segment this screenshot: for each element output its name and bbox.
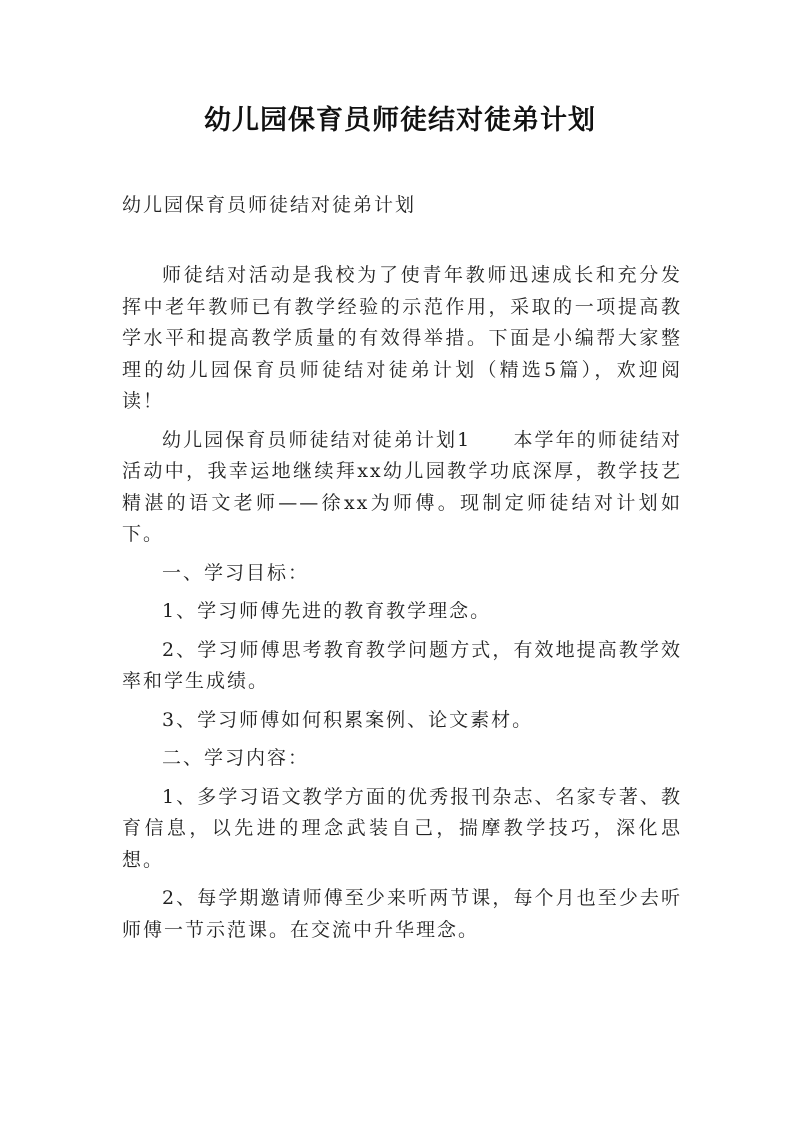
content-item-1: 1、多学习语文教学方面的优秀报刊杂志、名家专著、教育信息，以先进的理念武装自己，揣摩教学技巧，深化思想。 <box>122 785 682 871</box>
section-heading-content: 二、学习内容： <box>162 747 310 769</box>
section-heading-goals: 一、学习目标： <box>162 561 310 584</box>
goal-item-1: 1、学习师傅先进的教育教学理念。 <box>162 600 492 622</box>
intro-paragraph: 师徒结对活动是我校为了使青年教师迅速成长和充分发挥中老年教师已有教学经验的示范作用，采取的一项提高教学水平和提高教学质量的有效得举措。下面是小编帮大家整理的幼儿园保育员师徒结对徒弟计划（精选5篇），欢迎阅读！ <box>122 264 682 412</box>
goal-item-2: 2、学习师傅思考教育教学问题方式，有效地提高教学效率和学生成绩。 <box>122 638 682 692</box>
plan-1-paragraph: 幼儿园保育员师徒结对徒弟计划1 本学年的师徒结对活动中，我幸运地继续拜xx幼儿园教学功底深厚，教学技艺精湛的语文老师——徐xx为师傅。现制定师徒结对计划如下。 <box>122 428 682 545</box>
document-subtitle: 幼儿园保育员师徒结对徒弟计划 <box>122 194 417 216</box>
goal-item-3: 3、学习师傅如何积累案例、论文素材。 <box>162 708 534 731</box>
document-title: 幼儿园保育员师徒结对徒弟计划 <box>204 105 596 136</box>
content-item-2: 2、每学期邀请师傅至少来听两节课，每个月也至少去听师傅一节示范课。在交流中升华理念。 <box>122 887 682 941</box>
document-body <box>122 260 682 946</box>
